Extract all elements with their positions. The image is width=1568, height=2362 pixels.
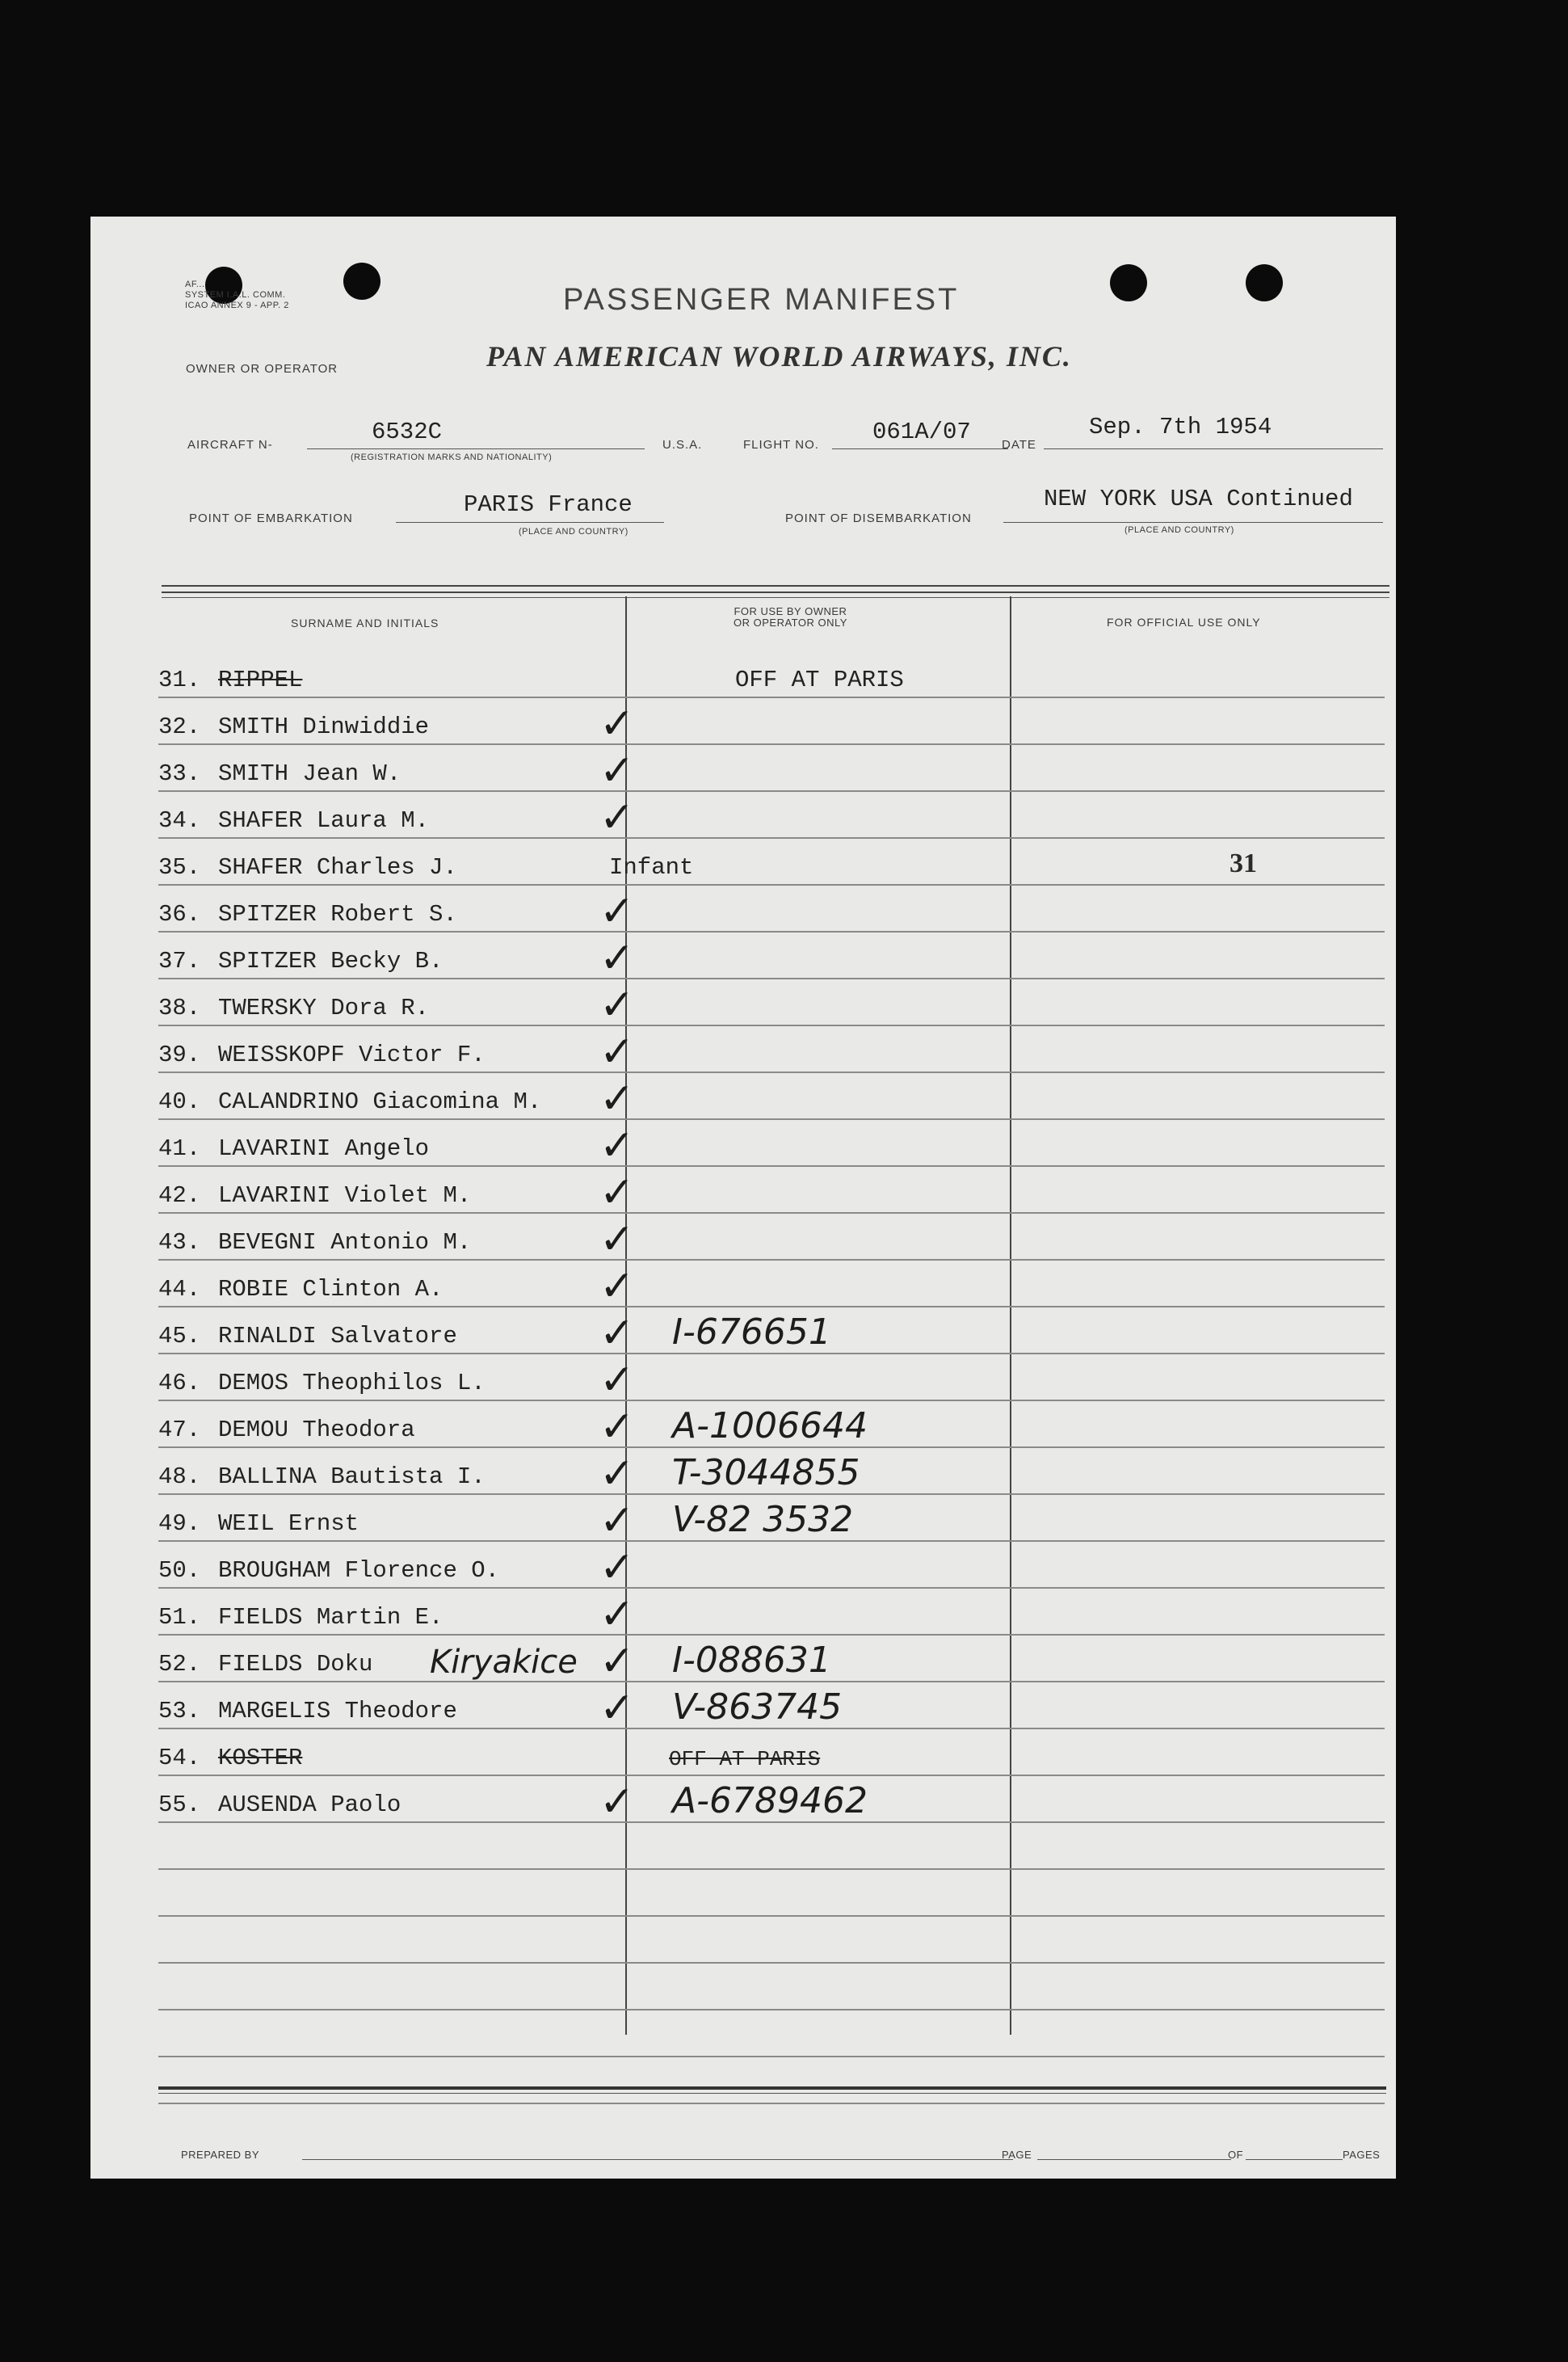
page-label: PAGE — [1002, 2149, 1032, 2161]
table-row — [90, 1214, 1396, 1264]
row-number: 54. — [158, 1745, 201, 1771]
airline-name: PAN AMERICAN WORLD AIRWAYS, INC. — [486, 340, 1072, 373]
check-mark-icon: ✓ — [599, 1168, 635, 1217]
check-mark-icon: ✓ — [599, 700, 635, 748]
passenger-name: SHAFER Charles J. — [218, 854, 457, 881]
flight-value: 061A/07 — [872, 419, 971, 445]
check-mark-icon: ✓ — [599, 1778, 635, 1826]
row-number: 46. — [158, 1370, 201, 1396]
check-mark-icon: ✓ — [599, 1590, 635, 1639]
check-mark-icon: ✓ — [599, 794, 635, 842]
row-number: 41. — [158, 1135, 201, 1162]
row-number: 34. — [158, 807, 201, 834]
owner-use-entry: V-863745 — [672, 1686, 843, 1728]
table-row — [90, 698, 1396, 748]
row-number: 47. — [158, 1417, 201, 1443]
check-mark-icon: ✓ — [599, 1684, 635, 1733]
table-row — [90, 1495, 1396, 1545]
owner-use-entry: A-1006644 — [672, 1405, 868, 1446]
passenger-name: LAVARINI Angelo — [218, 1135, 430, 1162]
surname-header: SURNAME AND INITIALS — [291, 617, 439, 629]
passenger-name: BROUGHAM Florence O. — [218, 1557, 500, 1584]
passenger-name: SMITH Jean W. — [218, 760, 401, 787]
form-code: AF... SYSTEM I.A.L. COMM. ICAO ANNEX 9 - APP. 2 — [185, 280, 289, 310]
passenger-name: SHAFER Laura M. — [218, 807, 430, 834]
table-row — [90, 1776, 1396, 1826]
prepared-label: PREPARED BY — [181, 2149, 260, 2161]
passenger-name: TWERSKY Dora R. — [218, 995, 430, 1021]
table-row — [90, 1964, 1396, 2010]
punch-hole — [1246, 264, 1283, 301]
passenger-name: CALANDRINO Giacomina M. — [218, 1088, 542, 1115]
table-row — [90, 1307, 1396, 1358]
passenger-name: LAVARINI Violet M. — [218, 1182, 472, 1209]
owner-use-entry: T-3044855 — [672, 1452, 860, 1493]
row-number: 39. — [158, 1042, 201, 1068]
check-mark-icon: ✓ — [599, 1075, 635, 1123]
table-row — [90, 651, 1396, 698]
row-number: 31. — [158, 667, 201, 693]
owner-use-header: FOR USE BY OWNER OR OPERATOR ONLY — [734, 605, 847, 629]
of-label: OF — [1228, 2149, 1244, 2161]
table-row — [90, 1636, 1396, 1686]
check-mark-icon: ✓ — [599, 887, 635, 936]
table-row — [90, 1261, 1396, 1311]
passenger-list — [90, 651, 1396, 2025]
form-title: PASSENGER MANIFEST — [563, 283, 960, 317]
owner-use-entry: OFF AT PARIS — [735, 667, 904, 693]
passenger-name: SMITH Dinwiddie — [218, 714, 430, 740]
row-number: 33. — [158, 760, 201, 787]
owner-use-entry: OFF AT PARIS — [669, 1747, 821, 1771]
check-mark-icon: ✓ — [599, 981, 635, 1029]
owner-label: OWNER OR OPERATOR — [186, 362, 338, 376]
row-number: 55. — [158, 1791, 201, 1818]
table-row — [90, 2010, 1396, 2057]
table-row — [90, 1448, 1396, 1498]
passenger-name: SPITZER Robert S. — [218, 901, 457, 928]
passenger-name: WEISSKOPF Victor F. — [218, 1042, 486, 1068]
disembark-label: POINT OF DISEMBARKATION — [785, 512, 972, 525]
passenger-name: BEVEGNI Antonio M. — [218, 1229, 472, 1256]
aircraft-value: 6532C — [372, 419, 443, 445]
table-row — [90, 839, 1396, 886]
check-mark-icon: ✓ — [599, 1262, 635, 1311]
check-mark-icon: ✓ — [599, 1450, 635, 1498]
punch-hole — [343, 263, 380, 300]
check-mark-icon: ✓ — [599, 1122, 635, 1170]
passenger-name: DEMOU Theodora — [218, 1417, 415, 1443]
table-row — [90, 745, 1396, 795]
row-number: 42. — [158, 1182, 201, 1209]
table-row — [90, 1917, 1396, 1964]
table-row — [90, 1120, 1396, 1170]
owner-use-entry: A-6789462 — [672, 1780, 868, 1821]
passenger-name: AUSENDA Paolo — [218, 1791, 401, 1818]
row-number: 37. — [158, 948, 201, 975]
disembark-value: NEW YORK USA Continued — [1044, 486, 1353, 512]
usa-label: U.S.A. — [662, 438, 703, 452]
row-number: 35. — [158, 854, 201, 881]
passenger-name: MARGELIS Theodore — [218, 1698, 457, 1724]
check-mark-icon: ✓ — [599, 1543, 635, 1592]
row-number: 51. — [158, 1604, 201, 1631]
check-mark-icon: ✓ — [599, 747, 635, 795]
table-row — [90, 1589, 1396, 1639]
official-entry: 31 — [1230, 848, 1257, 878]
passenger-name: ROBIE Clinton A. — [218, 1276, 443, 1303]
table-row — [90, 1729, 1396, 1776]
table-row — [90, 2057, 1396, 2104]
check-mark-icon: ✓ — [599, 1637, 635, 1686]
owner-use-entry: I-676651 — [672, 1312, 831, 1353]
pages-label: PAGES — [1343, 2149, 1381, 2161]
table-row — [90, 1542, 1396, 1592]
table-row — [90, 1026, 1396, 1076]
flight-label: FLIGHT NO. — [743, 438, 819, 452]
owner-use-entry: I-088631 — [672, 1640, 831, 1681]
date-value: Sep. 7th 1954 — [1089, 414, 1272, 440]
date-label: DATE — [1002, 438, 1036, 452]
handwritten-note: Kiryakice — [430, 1644, 578, 1681]
passenger-name: SPITZER Becky B. — [218, 948, 443, 975]
row-number: 48. — [158, 1463, 201, 1490]
table-row — [90, 792, 1396, 842]
table-row — [90, 1823, 1396, 1870]
row-number: 36. — [158, 901, 201, 928]
check-mark-icon: ✓ — [599, 1028, 635, 1076]
aircraft-label: AIRCRAFT N- — [187, 438, 273, 452]
passenger-name: RINALDI Salvatore — [218, 1323, 457, 1349]
row-number: 44. — [158, 1276, 201, 1303]
check-mark-icon: ✓ — [599, 1309, 635, 1358]
row-number: 40. — [158, 1088, 201, 1115]
passenger-name: RIPPEL — [218, 667, 303, 693]
table-row — [90, 886, 1396, 936]
passenger-name: WEIL Ernst — [218, 1510, 359, 1537]
table-row — [90, 1870, 1396, 1917]
check-mark-icon: ✓ — [599, 1215, 635, 1264]
check-mark-icon: ✓ — [599, 934, 635, 983]
place-note-2: (PLACE AND COUNTRY) — [1125, 525, 1234, 535]
table-row — [90, 1167, 1396, 1217]
registration-note: (REGISTRATION MARKS AND NATIONALITY) — [351, 453, 553, 462]
table-row — [90, 1682, 1396, 1733]
row-number: 52. — [158, 1651, 201, 1678]
table-row — [90, 1401, 1396, 1451]
embark-value: PARIS France — [464, 491, 633, 518]
check-mark-icon: ✓ — [599, 1356, 635, 1404]
passenger-name: DEMOS Theophilos L. — [218, 1370, 486, 1396]
row-number: 45. — [158, 1323, 201, 1349]
owner-use-entry: Infant — [609, 854, 694, 881]
place-note: (PLACE AND COUNTRY) — [519, 527, 628, 537]
row-number: 49. — [158, 1510, 201, 1537]
passenger-name: FIELDS Doku — [218, 1651, 373, 1678]
official-header: FOR OFFICIAL USE ONLY — [1107, 616, 1261, 629]
passenger-name: BALLINA Bautista I. — [218, 1463, 486, 1490]
row-number: 32. — [158, 714, 201, 740]
owner-use-entry: V-82 3532 — [672, 1499, 854, 1540]
table-row — [90, 933, 1396, 983]
row-number: 38. — [158, 995, 201, 1021]
passenger-name: KOSTER — [218, 1745, 303, 1771]
check-mark-icon: ✓ — [599, 1403, 635, 1451]
table-row — [90, 1073, 1396, 1123]
table-row — [90, 1354, 1396, 1404]
check-mark-icon: ✓ — [599, 1497, 635, 1545]
passenger-name: FIELDS Martin E. — [218, 1604, 443, 1631]
row-number: 50. — [158, 1557, 201, 1584]
punch-hole — [1110, 264, 1147, 301]
row-number: 43. — [158, 1229, 201, 1256]
embark-label: POINT OF EMBARKATION — [189, 512, 353, 525]
row-number: 53. — [158, 1698, 201, 1724]
table-row — [90, 979, 1396, 1029]
manifest-sheet — [90, 217, 1396, 2179]
